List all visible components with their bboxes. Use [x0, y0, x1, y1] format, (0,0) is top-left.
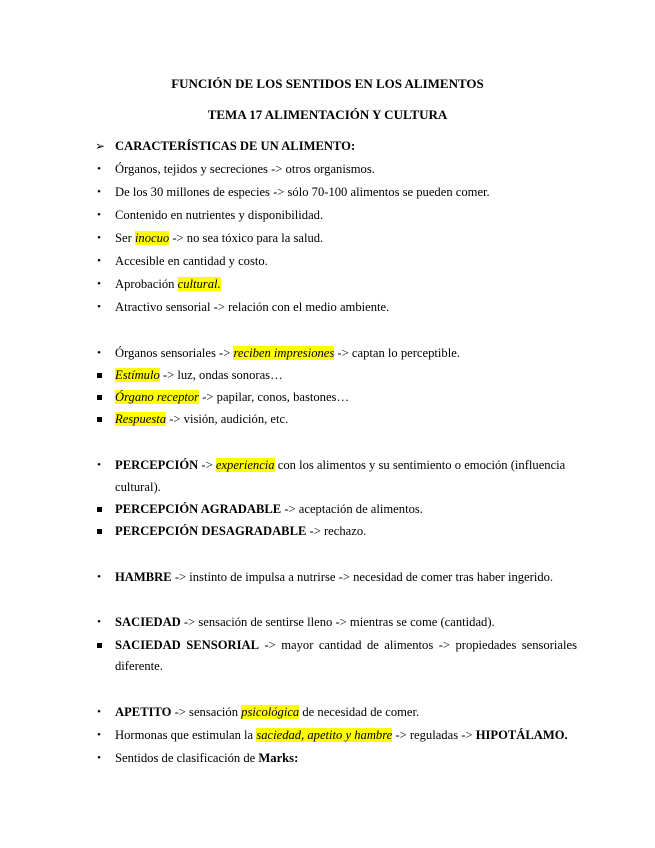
list-item: Órganos, tejidos y secreciones -> otros organismos. [115, 162, 375, 176]
text-segment: -> no sea tóxico para la salud. [169, 231, 324, 245]
section-heading: CARACTERÍSTICAS DE UN ALIMENTO: [115, 139, 356, 153]
bold-term: Marks: [258, 751, 299, 765]
list-item-continuation: cultural). [115, 480, 161, 494]
list-item [115, 727, 568, 743]
text-segment: -> sensación de sentirse lleno -> mientras se come (cantidad). [180, 615, 495, 629]
list-item: Atractivo sensorial -> relación con el medio ambiente. [115, 300, 390, 314]
list-item: De los 30 millones de especies -> sólo 70-100 alimentos se pueden comer. [115, 185, 490, 199]
square-bullet-icon [93, 389, 105, 405]
list-item [115, 614, 495, 630]
bullet-icon: • [97, 459, 101, 471]
highlighted-term: experiencia [215, 458, 275, 472]
square-bullet-icon [93, 411, 105, 427]
text-segment: -> instinto de impulsa a nutrirse -> necesidad de comer tras haber ingerido. [171, 570, 554, 584]
document-subtitle: TEMA 17 ALIMENTACIÓN Y CULTURA [207, 107, 448, 122]
bullet-icon: • [97, 232, 101, 244]
square-bullet-icon [93, 523, 105, 539]
text-segment: Sentidos de clasificación de [115, 751, 259, 765]
bold-term: SACIEDAD SENSORIAL [115, 638, 260, 652]
bullet-icon: • [97, 347, 101, 359]
list-item [115, 457, 565, 473]
list-item: Accesible en cantidad y costo. [115, 254, 268, 268]
list-item [115, 704, 419, 720]
text-segment: Órganos sensoriales -> [115, 346, 234, 360]
text-segment: con los alimentos y su sentimiento o emoción (influencia [274, 458, 566, 472]
bold-term: SACIEDAD [115, 615, 181, 629]
list-item [115, 637, 577, 653]
bullet-icon: • [97, 278, 101, 290]
bold-term: PERCEPCIÓN [115, 458, 199, 472]
highlighted-term: cultural. [177, 277, 221, 291]
bold-term: APETITO [115, 705, 172, 719]
highlighted-term: inocuo [134, 231, 170, 245]
list-item: Contenido en nutrientes y disponibilidad. [115, 208, 324, 222]
square-bullet-icon [93, 367, 105, 383]
text-segment: Hormonas que estimulan la [115, 728, 257, 742]
list-item [115, 501, 423, 517]
square-bullet-icon [93, 637, 105, 653]
list-item [115, 367, 283, 383]
text-segment: -> sensación [171, 705, 242, 719]
highlighted-term: psicológica [241, 705, 300, 719]
text-segment: -> rechazo. [306, 524, 367, 538]
highlighted-term: Respuesta [115, 412, 167, 426]
list-item [115, 523, 366, 539]
text-segment: -> [198, 458, 216, 472]
square-bullet-icon [93, 501, 105, 517]
list-item [115, 230, 323, 246]
text-segment: de necesidad de comer. [299, 705, 420, 719]
bullet-icon: • [97, 163, 101, 175]
text-segment: -> mayor cantidad de alimentos -> propiedades sensoriales [259, 638, 578, 652]
bullet-icon: • [97, 186, 101, 198]
list-item [115, 569, 553, 585]
bullet-icon: • [97, 752, 101, 764]
list-item-continuation: diferente. [115, 659, 163, 673]
bullet-icon: • [97, 729, 101, 741]
highlighted-term: Órgano receptor [115, 390, 200, 404]
arrow-bullet-icon: ➢ [95, 139, 106, 153]
highlighted-term: Estímulo [115, 368, 160, 382]
bold-term: PERCEPCIÓN DESAGRADABLE [115, 524, 307, 538]
bullet-icon: • [97, 706, 101, 718]
document-title: FUNCIÓN DE LOS SENTIDOS EN LOS ALIMENTOS [171, 76, 484, 91]
text-segment: -> luz, ondas sonoras… [159, 368, 283, 382]
bold-term: HAMBRE [115, 570, 172, 584]
bullet-icon: • [97, 616, 101, 628]
highlighted-term: saciedad, apetito y hambre [256, 728, 393, 742]
bold-term: PERCEPCIÓN AGRADABLE [115, 502, 282, 516]
list-item [115, 411, 288, 427]
bullet-icon: • [97, 571, 101, 583]
list-item [115, 345, 460, 361]
list-item [115, 389, 349, 405]
text-segment: -> captan lo perceptible. [334, 346, 460, 360]
bullet-icon: • [97, 209, 101, 221]
bullet-icon: • [97, 301, 101, 313]
text-segment: -> visión, audición, etc. [166, 412, 289, 426]
text-segment: Aprobación [115, 277, 178, 291]
list-item [115, 750, 298, 766]
bullet-icon: • [97, 255, 101, 267]
text-segment: Ser [115, 231, 135, 245]
highlighted-term: reciben impresiones [233, 346, 335, 360]
text-segment: -> reguladas -> [392, 728, 476, 742]
bold-term: HIPOTÁLAMO. [475, 728, 568, 742]
text-segment: -> aceptación de alimentos. [281, 502, 423, 516]
text-segment: -> papilar, conos, bastones… [199, 390, 350, 404]
list-item [115, 276, 221, 292]
